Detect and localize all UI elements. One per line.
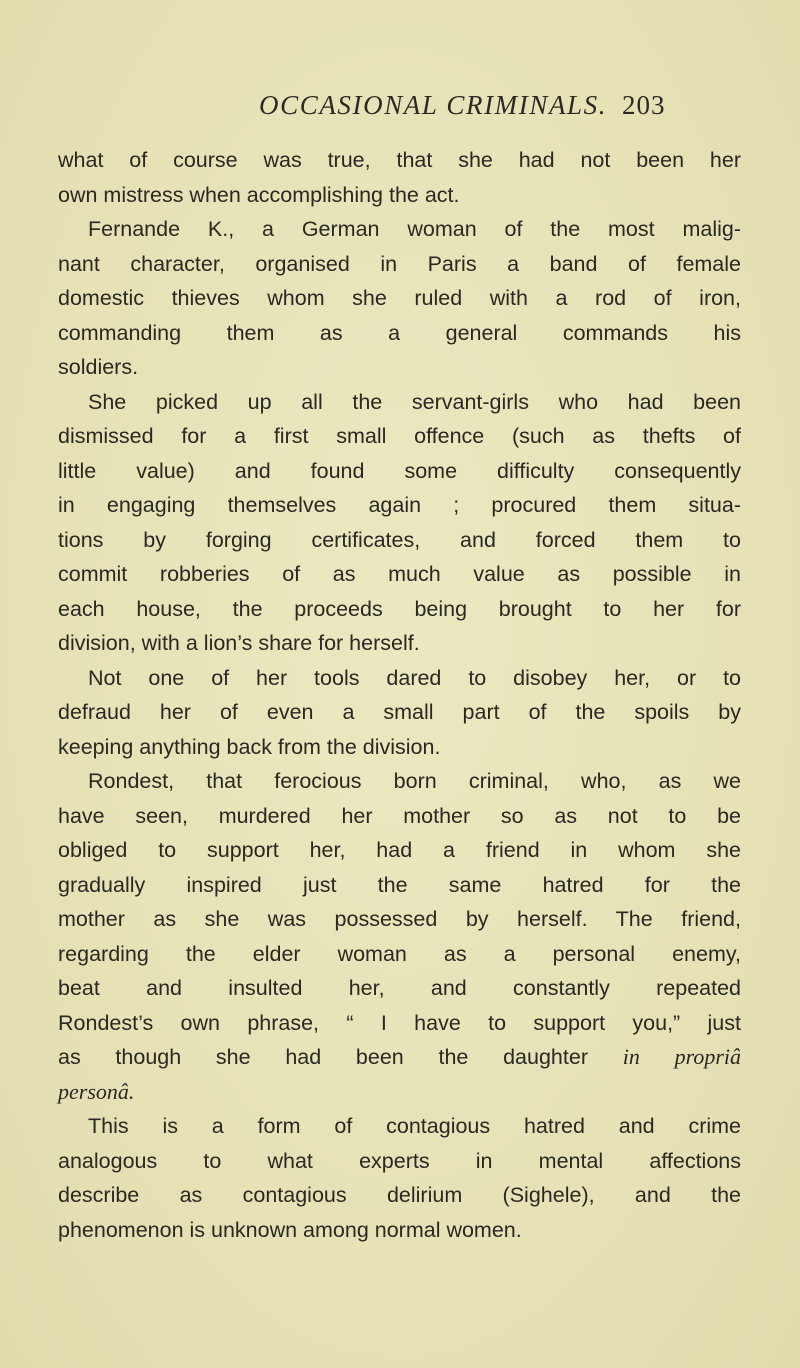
running-head xyxy=(0,90,800,130)
text-line: commanding them as a general commands his xyxy=(58,320,741,345)
text-line: describe as contagious delirium (Sighele), and the xyxy=(58,1183,741,1207)
text-line: obliged to support her, had a friend in whom she xyxy=(58,838,741,862)
text-line xyxy=(58,1075,741,1109)
text-line: each house, the proceeds being brought to her for xyxy=(58,596,741,621)
text-line: regarding the elder woman as a personal enemy, xyxy=(58,941,741,966)
text-line: Fernande K., a German woman of the most malig- xyxy=(88,217,741,241)
text-line: what of course was true, that she had not been her xyxy=(58,148,741,172)
text-line: Not one of her tools dared to disobey her, or to xyxy=(88,665,741,690)
text-line: keeping anything back from the division. xyxy=(58,734,441,759)
text-line: gradually inspired just the same hatred for the xyxy=(58,872,741,897)
running-title: OCCASIONAL CRIMINALS. xyxy=(259,90,608,120)
text-line: This is a form of contagious hatred and crime xyxy=(88,1114,741,1138)
italic-phrase-persona: personâ. xyxy=(58,1078,135,1104)
text-line: beat and insulted her, and constantly repeated xyxy=(58,976,741,1000)
text-line: tions by forging certificates, and forced them to xyxy=(58,527,741,552)
text-line xyxy=(58,1040,741,1074)
text-line: mother as she was possessed by herself. The friend, xyxy=(58,907,741,931)
text-line: defraud her of even a small part of the spoils by xyxy=(58,700,741,724)
text-line: She picked up all the servant-girls who had been xyxy=(88,389,741,414)
text-line: little value) and found some difficulty consequently xyxy=(58,458,741,483)
page-number: 203 xyxy=(622,90,666,120)
text-line: analogous to what experts in mental affections xyxy=(58,1148,741,1173)
text-line: own mistress when accomplishing the act. xyxy=(58,182,460,207)
text-line: soldiers. xyxy=(58,355,139,379)
text-line: commit robberies of as much value as possible in xyxy=(58,562,741,586)
text-line: nant character, organised in Paris a band of female xyxy=(58,251,741,276)
text-line: in engaging themselves again ; procured them situa- xyxy=(58,493,741,517)
text-line: Rondest, that ferocious born criminal, who, as we xyxy=(88,769,741,793)
text-line: dismissed for a first small offence (such as thefts of xyxy=(58,424,741,448)
text-line: division, with a lion’s share for herself. xyxy=(58,631,420,655)
text-line: phenomenon is unknown among normal women. xyxy=(58,1217,522,1242)
text-line: have seen, murdered her mother so as not to be xyxy=(58,803,741,828)
italic-phrase-in: in xyxy=(622,1044,640,1069)
text-line: Rondest’s own phrase, “ I have to support you,” just xyxy=(58,1010,741,1035)
text-line: domestic thieves whom she ruled with a rod of iron, xyxy=(58,286,741,310)
italic-phrase-propria: propriâ xyxy=(674,1044,741,1069)
text-run: as though she had been the daughter xyxy=(58,1045,588,1069)
